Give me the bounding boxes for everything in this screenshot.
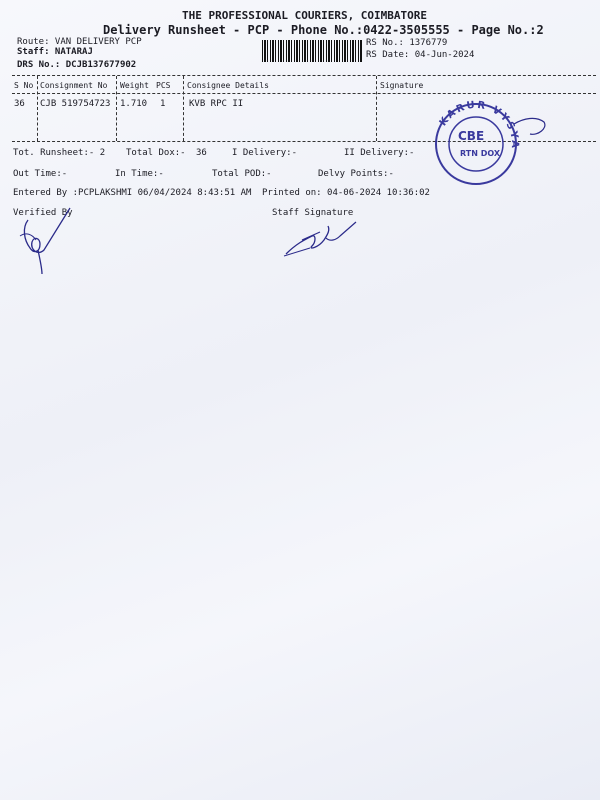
col-divider (116, 76, 117, 141)
table-header-rule (12, 93, 596, 94)
verified-signature (10, 210, 90, 280)
row-consignment: CJB 519754723 (40, 99, 111, 109)
col-divider (376, 76, 377, 141)
in-time: In Time:- (115, 169, 164, 179)
printed-on: Printed on: 04-06-2024 10:36:02 (262, 188, 430, 198)
barcode (262, 40, 362, 62)
delvy-points: Delvy Points:- (318, 169, 394, 179)
entered-by: Entered By :PCPLAKSHMI 06/04/2024 8:43:51 AM (13, 188, 252, 198)
col-header-consignment: Consignment No (40, 81, 108, 90)
col-header-weight: Weight (120, 81, 149, 90)
table-top-rule (12, 75, 596, 76)
row-weight: 1.710 (120, 99, 148, 109)
rs-number: RS No.: 1376779 (366, 38, 448, 48)
row-sno: 36 (14, 99, 25, 109)
row-pcs: 1 (160, 99, 166, 109)
tot-runsheet: Tot. Runsheet:- 2 (13, 148, 106, 158)
company-title: THE PROFESSIONAL COURIERS, COIMBATORE (182, 9, 428, 22)
stamp-line1: CBE (458, 129, 485, 143)
rs-date: RS Date: 04-Jun-2024 (366, 50, 475, 60)
col-header-consignee: Consignee Details (187, 81, 269, 90)
row-consignee: KVB RPC II (189, 99, 244, 109)
staff-label: Staff: NATARAJ (17, 47, 93, 57)
bank-stamp (426, 99, 556, 184)
col-header-signature: Signature (380, 81, 424, 90)
staff-signature (282, 218, 362, 263)
staff-signature-label: Staff Signature (272, 208, 354, 218)
route-label: Route: VAN DELIVERY PCP (17, 37, 142, 47)
ii-delivery: II Delivery:- (344, 148, 415, 158)
i-delivery: I Delivery:- (232, 148, 298, 158)
col-divider (183, 76, 184, 141)
total-dox-label: Total Dox:- (126, 148, 186, 158)
out-time: Out Time:- (13, 169, 68, 179)
runsheet-title: Delivery Runsheet - PCP - Phone No.:0422-3505555 - Page No.:2 (103, 23, 544, 37)
col-header-sno: S No (14, 81, 34, 90)
stamp-ring-text: KARUR VYSYA (437, 99, 521, 151)
col-divider (37, 76, 38, 141)
total-pod: Total POD:- (212, 169, 272, 179)
drs-number: DRS No.: DCJB137677902 (17, 60, 137, 70)
col-header-pcs: PCS (156, 81, 171, 90)
total-dox-value: 36 (196, 148, 207, 158)
verified-by-label: Verified By (13, 208, 73, 218)
stamp-line2: RTN DOX (460, 149, 501, 158)
